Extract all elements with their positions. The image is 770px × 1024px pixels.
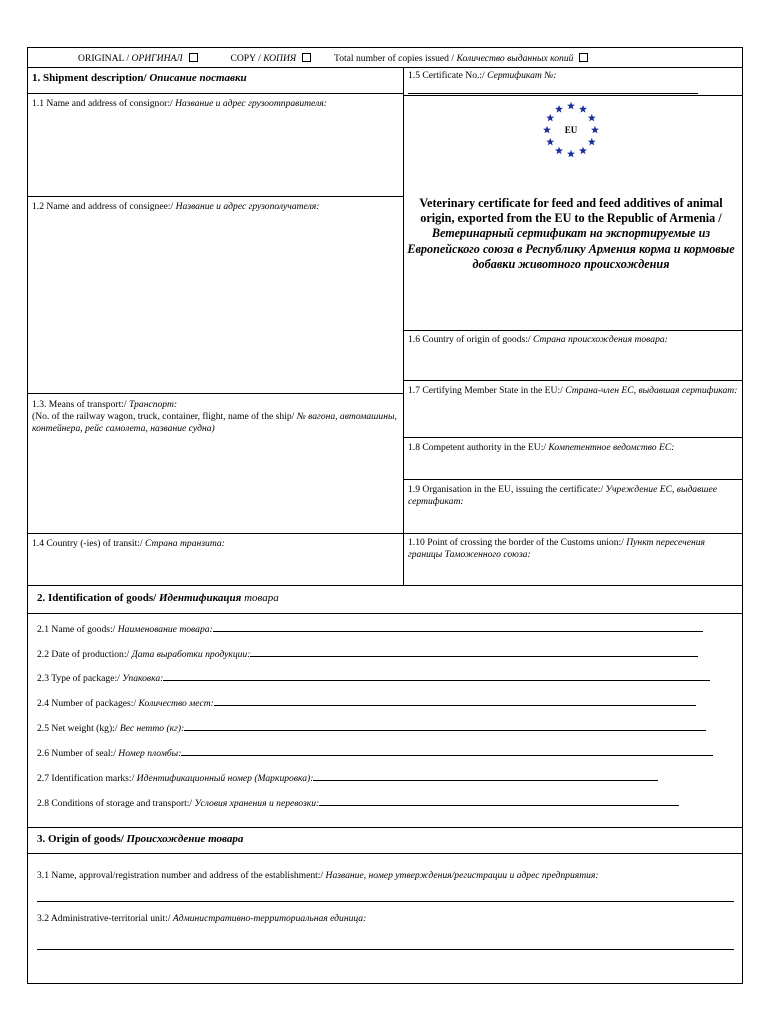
field-1-4-transit[interactable]: 1.4 Country (-ies) of transit:/ Страна транзита: <box>32 538 225 549</box>
field-1-1-consignor[interactable]: 1.1 Name and address of consignor:/ Название и адрес грузоотправителя: <box>32 98 327 109</box>
field-1-9-issuing-organisation[interactable]: 1.9 Organisation in the EU, issuing the certificate:/ Учреждение ЕС, выдавшее сертификат: <box>408 484 718 507</box>
copy-label: COPY / КОПИЯ <box>230 53 297 64</box>
field-2-5-net-weight[interactable]: 2.5 Net weight (kg):/ Вес нетто (кг): <box>37 721 706 735</box>
eu-star-icon <box>567 150 575 158</box>
field-1-6-origin-country[interactable]: 1.6 Country of origin of goods:/ Страна происхождения товара: <box>408 334 668 345</box>
section2-title: 2. Identification of goods/ Идентификация товара <box>37 592 279 604</box>
field-2-4-package-count[interactable]: 2.4 Number of packages:/ Количество мест: <box>37 696 696 710</box>
eu-star-icon <box>591 126 599 134</box>
eu-star-icon <box>588 138 596 146</box>
certificate-title: Veterinary certificate for feed and feed additives of animal origin, exported from the EU to the Republic of Armenia / Ветеринарный сертификат на экспортируемые из Европейского союза в Республику Армения корма и кормовые добавки животного происхождения <box>407 196 735 271</box>
field-3-1-establishment[interactable]: 3.1 Name, approval/registration number and address of the establishment:/ Название, номер утверждения/регистрации и адрес предприятия: <box>37 870 599 881</box>
eu-star-icon <box>588 114 596 122</box>
section3-title: 3. Origin of goods/ Происхождение товара <box>37 833 244 845</box>
field-2-3-package-type[interactable]: 2.3 Type of package:/ Упаковка: <box>37 671 710 685</box>
field-3-2-admin-unit[interactable]: 3.2 Administrative-territorial unit:/ Административно-территориальная единица: <box>37 913 367 924</box>
eu-star-icon <box>546 114 554 122</box>
field-1-8-competent-authority[interactable]: 1.8 Competent authority in the EU:/ Компетентное ведомство ЕС: <box>408 442 675 453</box>
field-1-2-consignee[interactable]: 1.2 Name and address of consignee:/ Название и адрес грузополучателя: <box>32 201 320 212</box>
copy-checkbox[interactable] <box>302 53 311 62</box>
eu-star-icon <box>567 102 575 110</box>
eu-star-icon <box>555 147 563 155</box>
eu-flag-icon <box>536 100 606 160</box>
field-2-6-seal-number[interactable]: 2.6 Number of seal:/ Номер пломбы: <box>37 746 713 760</box>
eu-star-icon <box>579 105 587 113</box>
eu-star-icon <box>546 138 554 146</box>
field-2-1-goods-name[interactable]: 2.1 Name of goods:/ Наименование товара: <box>37 622 703 636</box>
field-2-8-storage-conditions[interactable]: 2.8 Conditions of storage and transport:/ Условия хранения и перевозки: <box>37 796 679 810</box>
total-copies-label: Total number of copies issued / Количество выданных копий <box>334 53 574 64</box>
eu-star-icon <box>543 126 551 134</box>
field-1-3-transport[interactable]: 1.3. Means of transport:/ Транспорт: (No. of the railway wagon, truck, container, flight, name of the ship/ № вагона, автомашины, контейнера, рейс самолета, название судна) <box>32 399 397 434</box>
original-label: ORIGINAL / ОРИГИНАЛ <box>78 53 183 64</box>
eu-star-icon <box>555 105 563 113</box>
field-2-7-identification-marks[interactable]: 2.7 Identification marks:/ Идентификационный номер (Маркировка): <box>37 771 658 785</box>
eu-label: EU <box>564 125 578 135</box>
field-1-5-certificate-no[interactable]: 1.5 Certificate No.:/ Сертификат №: <box>408 70 557 81</box>
header-row <box>78 53 588 65</box>
section1-title: 1. Shipment description/ Описание поставки <box>32 72 247 84</box>
field-1-10-border-crossing[interactable]: 1.10 Point of crossing the border of the Customs union:/ Пункт пересечения границы Таможенного союза: <box>408 537 705 560</box>
original-checkbox[interactable] <box>189 53 198 62</box>
field-2-2-production-date[interactable]: 2.2 Date of production:/ Дата выработки продукции: <box>37 647 698 661</box>
field-1-7-certifying-state[interactable]: 1.7 Certifying Member State in the EU:/ Страна-член ЕС, выдавшая сертификат: <box>408 385 738 396</box>
eu-star-icon <box>579 147 587 155</box>
total-copies-checkbox[interactable] <box>579 53 588 62</box>
